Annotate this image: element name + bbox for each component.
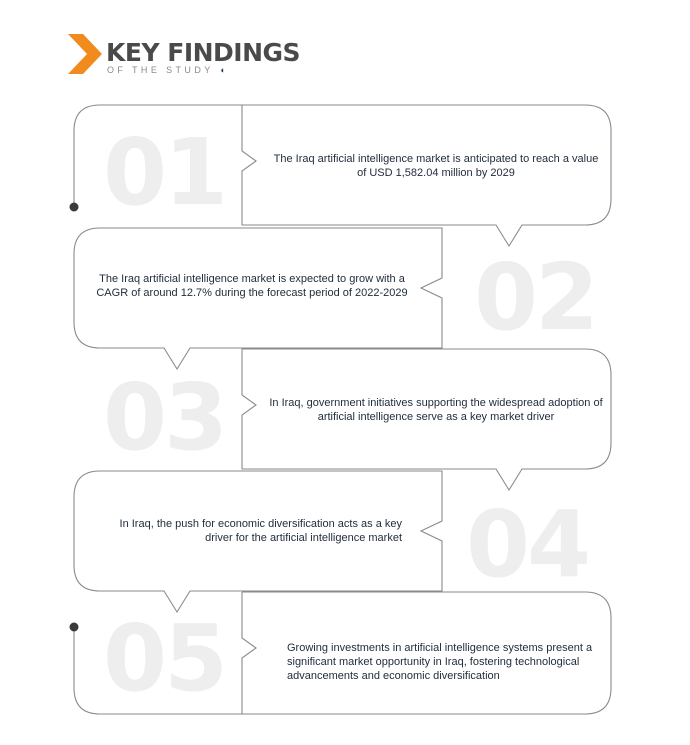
connector-dot-start bbox=[70, 203, 79, 212]
page-subtitle: OF THE STUDY ◖ bbox=[107, 65, 225, 75]
finding-number-4: 04 bbox=[466, 491, 589, 598]
finding-text-4: In Iraq, the push for economic diversification acts as a key driver for the artificial intelligence market bbox=[119, 518, 402, 544]
finding-text-1: The Iraq artificial intelligence market is anticipated to reach a value of USD 1,582.04 million by 2029 bbox=[273, 153, 599, 179]
finding-box-5-divider bbox=[242, 592, 256, 714]
page-title: KEY FINDINGS bbox=[106, 38, 301, 67]
finding-number-3: 03 bbox=[103, 364, 226, 471]
finding-number-5: 05 bbox=[103, 605, 226, 712]
connector-line-1 bbox=[74, 105, 100, 207]
finding-text-3: In Iraq, government initiatives supporting the widespread adoption of artificial intelligence serve as a key market driver bbox=[269, 397, 603, 423]
finding-text-2: The Iraq artificial intelligence market is expected to grow with a CAGR of around 12.7% during the forecast period of 2022-2029 bbox=[96, 273, 408, 299]
finding-number-1: 01 bbox=[103, 119, 226, 226]
finding-number-2: 02 bbox=[474, 244, 597, 351]
crescent-icon: ◖ bbox=[219, 65, 225, 75]
connector-dot-end bbox=[70, 623, 79, 632]
finding-text-5: Growing investments in artificial intelligence systems present a significant market opportunity in Iraq, fostering technological advancements and economic diversification bbox=[287, 642, 593, 682]
